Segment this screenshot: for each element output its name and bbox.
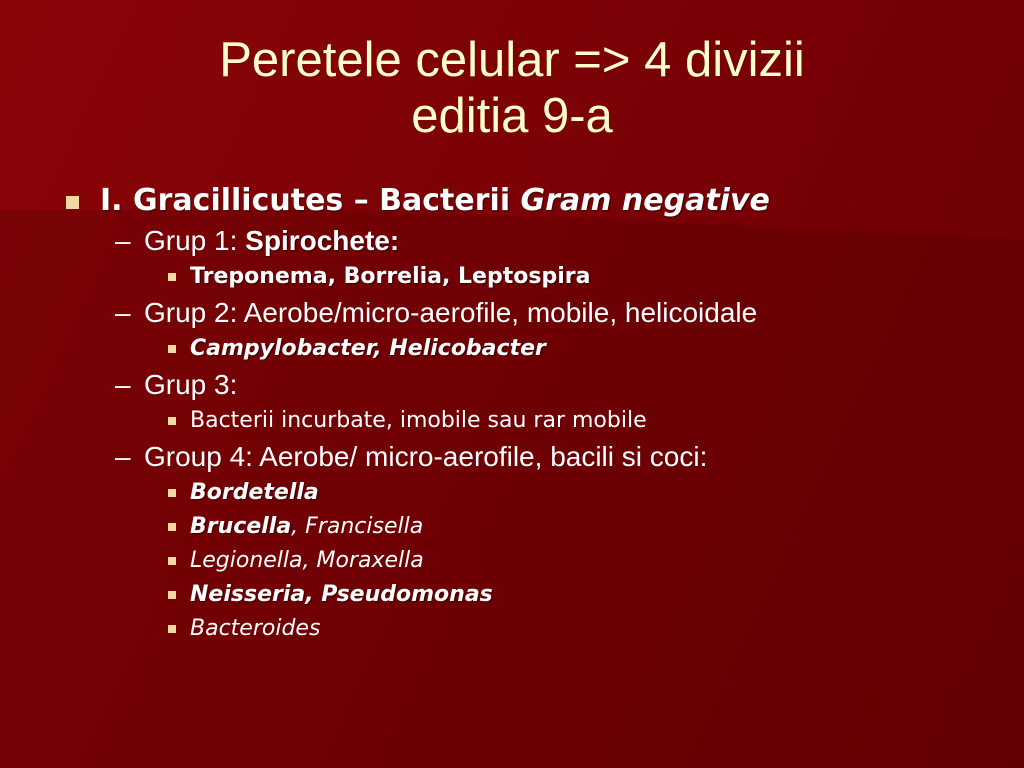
organism-name: Brucella — [190, 514, 292, 539]
dash-bullet-icon: – — [115, 297, 131, 328]
small-square-bullet-icon — [168, 591, 176, 599]
group-row — [60, 366, 1000, 404]
organism-name: , Francisella — [291, 514, 424, 539]
dash-bullet-icon: – — [115, 225, 131, 256]
small-square-bullet-icon — [168, 557, 176, 565]
organism-name: Campylobacter, Helicobacter — [190, 336, 546, 361]
small-square-bullet-icon — [168, 489, 176, 497]
organism-list-item — [60, 260, 1000, 294]
small-square-bullet-icon — [168, 273, 176, 281]
organism-name: Bacterii incurbate, imobile sau rar mobile — [190, 408, 647, 433]
slide-title — [0, 32, 1024, 144]
slide-title-line-1: Peretele celular => 4 divizii — [219, 33, 805, 87]
organism-list-item — [60, 544, 1000, 578]
square-bullet-icon — [66, 196, 79, 209]
small-square-bullet-icon — [168, 625, 176, 633]
group-label-bold: Spirochete: — [245, 225, 400, 256]
group-row — [60, 294, 1000, 332]
organism-name: Treponema, Borrelia, Leptospira — [190, 264, 591, 289]
organism-list-item — [60, 404, 1000, 438]
slide-body — [60, 180, 1000, 646]
group-list — [60, 222, 1000, 646]
group-label: Grup 3: — [144, 369, 238, 400]
organism-name: Bacteroides — [190, 616, 321, 641]
dash-bullet-icon: – — [115, 441, 131, 472]
organism-list-item — [60, 612, 1000, 646]
group-row — [60, 222, 1000, 260]
organism-list-item — [60, 332, 1000, 366]
division-heading-prefix: I. Gracillicutes – Bacterii — [100, 183, 521, 218]
organism-list-item — [60, 578, 1000, 612]
group-label: Group 4: Aerobe/ micro-aerofile, bacili si coci: — [144, 441, 708, 472]
organism-name: Neisseria, Pseudomonas — [190, 582, 493, 607]
small-square-bullet-icon — [168, 417, 176, 425]
small-square-bullet-icon — [168, 345, 176, 353]
organism-name: Bordetella — [190, 480, 319, 505]
small-square-bullet-icon — [168, 523, 176, 531]
group-label: Grup 1: — [144, 225, 246, 256]
group-label: Grup 2: Aerobe/micro-aerofile, mobile, helicoidale — [144, 297, 758, 328]
slide-title-line-2: editia 9-a — [411, 89, 613, 143]
organism-list-item — [60, 510, 1000, 544]
organism-name: Legionella, Moraxella — [190, 548, 424, 573]
division-heading-emphasis: Gram negative — [520, 183, 770, 218]
dash-bullet-icon: – — [115, 369, 131, 400]
division-heading — [60, 180, 1000, 222]
organism-list-item — [60, 476, 1000, 510]
group-row — [60, 438, 1000, 476]
